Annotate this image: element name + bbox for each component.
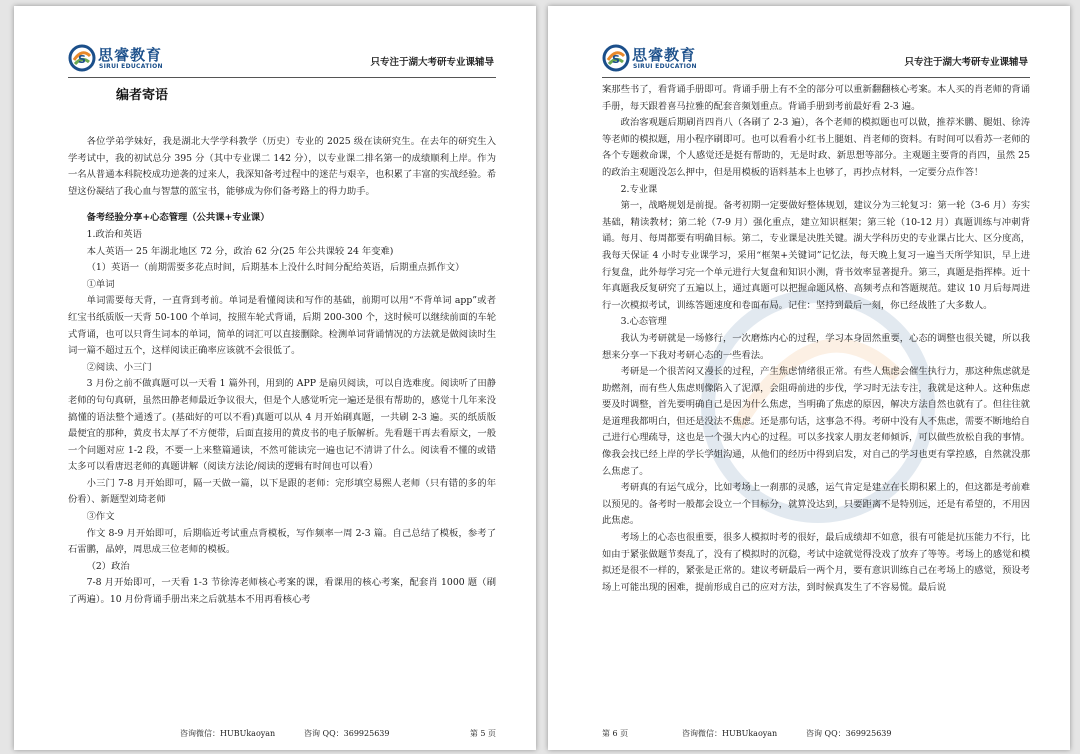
logo-chinese-name: 思睿教育 [632,46,697,64]
page-header [602,40,1030,78]
page-body [68,86,496,609]
svg-text:S: S [78,53,86,66]
paragraph: 我认为考研就是一场修行，一次磨炼内心的过程，学习本身固然重要，心态的调整也很关键，所以我想来分享一下我对考研心态的一些看法。 [602,332,1030,361]
subsection-heading: 3.心态管理 [620,316,667,328]
page-body [602,82,1030,596]
paragraph: 7-8 月开始即可，一天看 1-3 节徐涛老师核心考案的课，看课用的核心考案，配套肖 1000 题（刷了两遍）。10 月份背诵手册出来之后就基本不用再看核心考 [68,577,496,606]
footer-qq: 咨询 QQ：369925639 [304,729,390,738]
paragraph: 作文 8-9 月开始即可，后期临近考试重点背模板，写作频率一周 2-3 篇。自己总结了模板，参考了石雷鹏，晶婷，周思成三位老师的模板。 [68,527,496,556]
paragraph: 单词需要每天背，一直背到考前。单词是看懂阅读和写作的基础，前期可以用“不背单词 app”或者红宝书纸质版一天背 50-100 个单词，按照车轮式背诵，后期 200-300 个，这时候可以继续前面的车轮式背诵，也可以只背生词本的单词，简单的词汇可以直接删除。检测单词背诵情况的方法就是做阅读时生词一篇不超过五个，这样阅读正确率应该就不会很低了。 [68,295,496,357]
logo-english-name: SIRUI EDUCATION [633,63,697,70]
header-tagline: 只专注于湖大考研专业课辅导 [904,57,1028,68]
logo-chinese-name: 思睿教育 [98,46,163,64]
header-tagline: 只专注于湖大考研专业课辅导 [370,57,494,68]
document-page-5 [14,6,536,750]
paragraph: 案那些书了，看背诵手册即可。背诵手册上有不全的部分可以重新翻翻核心考案。本人买的肖老师的背诵手册，每天跟着喜马拉雅的配套音频划重点。背诵手册到考前最好看 2-3 遍。 [602,84,1030,112]
subsection-heading: ①单词 [86,278,115,290]
footer-page-number: 第 6 页 [602,729,629,738]
paragraph: 考研是一个很苦闷又漫长的过程，产生焦虑情绪很正常。有些人焦虑会催生执行力，那这种焦虑就是助燃剂，而有些人焦虑则像陷入了泥潭，会阻碍前进的步伐，学习时无法专注，我就是这种人。这种焦虑要及时调整，首先要明确自己是因为什么焦虑，当明确了焦虑的原因，解决方法自然也就有了。但往往就是道理我都明白，但还是没法不焦虑。还是那句话，这事急不得。考研中没有人不焦虑，需要不断地给自己进行心理疏导，这也是一个强大内心的过程。可以多找家人朋友老师倾诉，可以做些放松自我的事情。像我会找已经上岸的学长学姐沟通，从他们的经历中得到启发，对自己的学习也更有掌控感，自然就没那么焦虑了。 [602,366,1030,477]
paragraph: 3 月份之前不做真题可以一天看 1 篇外刊，用到的 APP 是扇贝阅读，可以自选难度。阅读听了田静老师的句句真研，虽然田静老师最近争议很大，但是个人感觉听完一遍还是很有帮助的，感觉十几年来没搞懂的语法整个通透了。(基础好的可以不看)真题可以从 4 月开始刷真题，一共刷 2-3 遍。买的纸质版最便宜的那种，黄皮书太厚了不方便带，后面直接用的黄皮书的电子版解析。先看题干再去看原文，一般一个问题对应 1-2 段，不要一上来整篇通读，不然可能读完一遍也记不清讲了什么。阅读看不懂的或错太多可以看唐迟老师的真题讲解（阅读方法论/阅读的逻辑有时间也可以看） [68,378,496,473]
subsection-heading: 2.专业课 [620,183,658,195]
subsection-heading: 1.政治和英语 [86,228,142,240]
page-footer [68,728,496,740]
subsection-heading: ②阅读、小三门 [86,361,152,373]
paragraph: 各位学弟学妹好，我是湖北大学学科教学（历史）专业的 2025 级在读研究生。在去年的研究生入学考试中，我的初试总分 395 分（其中专业课二 142 分），以专业课二排名第一的成绩顺利上岸。作为一名从普通本科院校成功逆袭的过来人，我深知备考过程中的迷茫与艰辛，也积累了丰富的实战经验。希望这份凝结了我心血与智慧的蓝宝书，能够成为你们备考路上的得力助手。 [68,136,496,197]
paragraph: 本人英语一 25 年湖北地区 72 分，政治 62 分(25 年公共课较 24 年变难) [86,245,394,257]
paragraph: 小三门 7-8 月开始即可，隔一天做一篇，以下是跟的老师：完形填空易熙人老师（只有错的多的年份看）、新题型刘琦老师 [68,477,496,506]
page-header [68,40,496,78]
page-title: 编者寄语 [116,88,169,103]
sirui-logo-icon [602,44,630,72]
footer-wechat: 咨询微信：HUBUkaoyan [180,729,276,738]
footer-qq: 咨询 QQ：369925639 [806,729,892,738]
section-heading: 备考经验分享+心态管理（公共课+专业课） [86,212,270,224]
sirui-logo [68,44,198,74]
paragraph: 考场上的心态也很重要，很多人模拟时考的很好，最后成绩却不如意，很有可能是抗压能力不行，比如由于紧张做题节奏乱了，没有了模拟时的沉稳，考试中途就觉得没戏了放弃了等等。考场上的感觉和模拟还是很不一样的，紧张是正常的。建议考研最后一两个月，要有意识训练自己在考场上的感觉，预设考场上可能出现的困难，提前形成自己的应对方法，到时候真发生了不容易慌。最后说 [602,532,1030,593]
subsection-heading: （2）政治 [86,560,130,572]
sirui-logo [602,44,732,74]
footer-wechat: 咨询微信：HUBUkaoyan [682,729,778,738]
paragraph: 考研真的有运气成分，比如考场上一刹那的灵感，运气肯定是建立在长期积累上的，但这都是考前难以预见的。备考时一般都会设立一个目标分，就算没达到，只要距离不是特别远，还是有希望的，不用因此焦虑。 [602,482,1030,527]
sirui-logo-icon [68,44,96,72]
paragraph: 第一，战略规划是前提。备考初期一定要做好整体规划，建议分为三轮复习：第一轮（3-6 月）夯实基础，精读教材；第二轮（7-9 月）强化重点，建立知识框架；第三轮（10-12 月）真题训练与冲刺背诵。每月、每周都要有明确目标。第二，专业课是决胜关键。湖大学科历史的专业课占比大、区分度高，我每天保证 4 小时专业课学习，采用“框架+关键词”记忆法，每天晚上复习一遍当天所学知识，早上进行复盘，此外每学习完一个单元进行大复盘和知识小测，背书效率显著提升。第三，真题是指挥棒。近十年真题我反复研究了五遍以上，通过真题可以把握命题风格、高频考点和答题规范。建议 10 月后每周进行一次模拟考试，训练答题速度和卷面布局。记住：坚持到最后一刻，你已经战胜了大多数人。 [602,200,1030,311]
document-page-6 [548,6,1070,750]
logo-english-name: SIRUI EDUCATION [99,63,163,70]
page-footer [602,728,1030,740]
svg-text:S: S [612,53,620,66]
subsection-heading: ③作文 [86,511,115,523]
footer-page-number: 第 5 页 [469,729,496,738]
paragraph: 政治客观题后期刷肖四肖八（各刷了 2-3 遍），各个老师的模拟题也可以做，推荐米鹏、腿姐、徐涛等老师的模拟题，用小程序刷即可。也可以看看小红书上腿姐、肖老师的资料。有时间可以看苏一老师的各个专题救命课，个人感觉还是挺有帮助的，无是时政、新思想等部分。主观题主要背的肖四，虽然 25 的政治主观题没怎么押中，但是用模板的语料基本上也够了，再抄点材料，一定要分点作答！ [602,117,1030,178]
paragraph: （1）英语一（前期需要多花点时间，后期基本上没什么时间分配给英语，后期重点抓作文） [86,262,465,274]
